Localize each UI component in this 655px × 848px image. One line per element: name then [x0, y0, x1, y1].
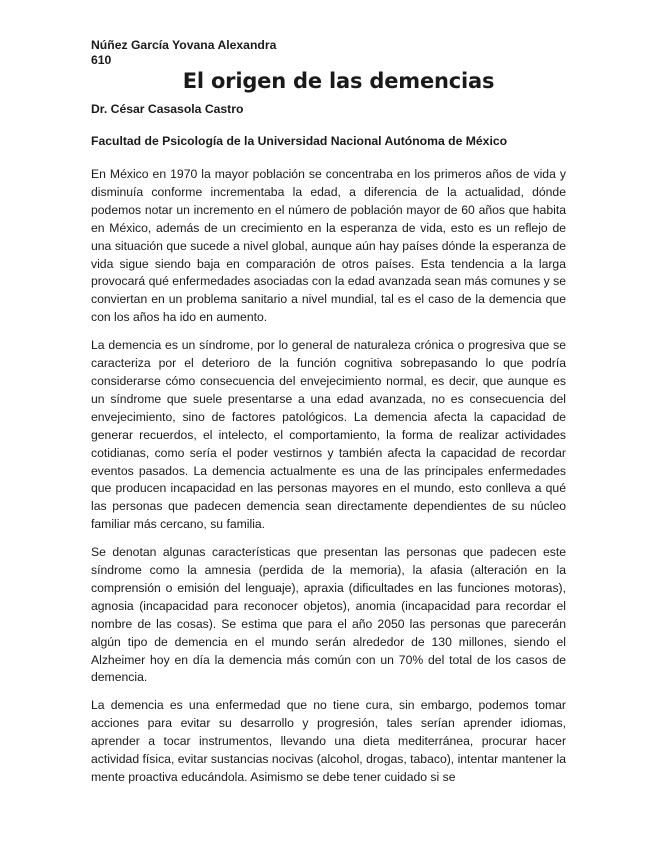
- student-group: 610: [91, 53, 112, 67]
- paragraph-3: Se denotan algunas características que presentan las personas que padecen este síndrome como la amnesia (perdida de la memoria), la afasia (alteración en la comprensión o emisión del lenguaje), apraxia (dificultades en las funciones motoras), agnosia (incapacidad para reconocer objetos), anomia (incapacidad para recordar el nombre de las cosas). Se estima que para el año 2050 las personas que parecerán algún tipo de demencia en el mundo serán alrededor de 130 millones, siendo el Alzheimer hoy en día la demencia más común con un 70% del total de los casos de demencia.: [91, 545, 566, 685]
- student-name: Núñez García Yovana Alexandra: [91, 38, 277, 52]
- faculty-name: Facultad de Psicología de la Universidad Nacional Autónoma de México: [91, 134, 508, 148]
- paragraph-1: En México en 1970 la mayor población se concentraba en los primeros años de vida y disminuía conforme incrementaba la edad, a diferencia de la actualidad, dónde podemos notar un incremento en el número de población mayor de 60 años que habita en México, además de un crecimiento en la esperanza de vida, esto es un reflejo de una situación que sucede a nivel global, aunque aún hay países dónde la esperanza de vida sigue siendo baja en comparación de otros países. Esta tendencia a la larga provocará qué enfermedades asociadas con la edad avanzada sean más comunes y se conviertan en un problema sanitario a nivel mundial, tal es el caso de la demencia que con los años ha ido en aumento.: [91, 167, 566, 325]
- paragraph-2: La demencia es un síndrome, por lo general de naturaleza crónica o progresiva que se caracteriza por el deterioro de la función cognitiva sobrepasando lo que podría considerarse cómo consecuencia del envejecimiento normal, es decir, que aunque es un síndrome que suele presentarse a una edad avanzada, no es consecuencia del envejecimiento, sino de factores patológicos. La demencia afecta la capacidad de generar recuerdos, el intelecto, el comportamiento, la forma de realizar actividades cotidianas, como sería el poder vestirnos y también afecta la capacidad de recordar eventos pasados. La demencia actualmente es una de las principales enfermedades que producen incapacidad en las personas mayores en el mundo, esto conlleva a qué las personas que padecen demencia sean directamente dependientes de su núcleo familiar más cercano, su familia.: [91, 338, 566, 532]
- document-page: [91, 38, 566, 797]
- paragraph-4: La demencia es una enfermedad que no tiene cura, sin embargo, podemos tomar acciones para evitar su desarrollo y progresión, tales serían aprender idiomas, aprender a tocar instrumentos, llevando una dieta mediterránea, procurar hacer actividad física, evitar sustancias nocivas (alcohol, drogas, tabaco), intentar mantener la mente proactiva educándola. Asimismo se debe tener cuidado si se: [91, 698, 566, 784]
- document-title: El origen de las demencias: [182, 69, 495, 93]
- body-text: [91, 166, 566, 787]
- professor-name: Dr. César Casasola Castro: [91, 102, 244, 116]
